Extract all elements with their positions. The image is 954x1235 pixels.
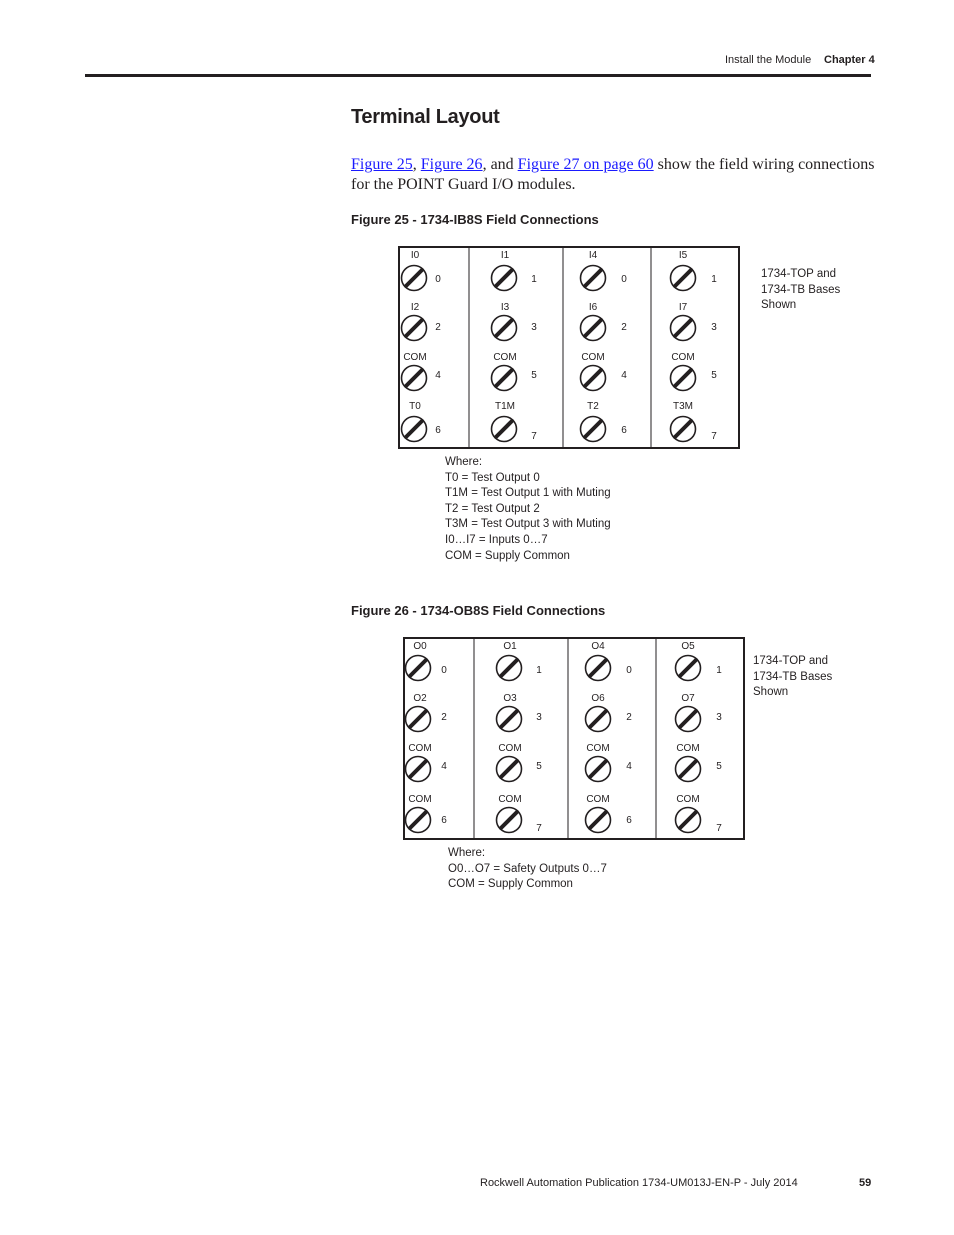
terminal-number: 6 <box>441 815 447 826</box>
terminal-number: 4 <box>621 370 627 381</box>
figure-27-link[interactable]: Figure 27 on page 60 <box>517 156 654 173</box>
terminal-label: O1 <box>503 641 517 652</box>
terminal-number: 0 <box>626 665 632 676</box>
running-header-chapter: Chapter 4 <box>824 54 875 66</box>
terminal-label: I6 <box>588 302 598 313</box>
terminal-label: COM <box>581 352 605 363</box>
terminal-label: O7 <box>681 693 695 704</box>
terminal-number: 2 <box>441 712 447 723</box>
figure-26-legend: Where: O0…O7 = Safety Outputs 0…7 COM = Supply Common <box>448 847 607 891</box>
figure-25-terminal-block <box>399 247 739 448</box>
terminal-number: 7 <box>711 431 717 442</box>
figure-25-link[interactable]: Figure 25 <box>351 156 413 173</box>
terminal-label: I3 <box>500 302 510 313</box>
terminal-number: 3 <box>711 322 717 333</box>
terminal-label: I7 <box>678 302 688 313</box>
terminal-label: COM <box>676 743 700 754</box>
terminal-number: 5 <box>711 370 717 381</box>
terminal-number: 4 <box>435 370 441 381</box>
terminal-label: COM <box>586 743 610 754</box>
terminal-number: 3 <box>536 712 542 723</box>
terminal-number: 2 <box>626 712 632 723</box>
terminal-label: O3 <box>503 693 517 704</box>
terminal-number: 2 <box>435 322 441 333</box>
intro-paragraph: Figure 25, Figure 26, and Figure 27 on page 60 show the field wiring connections for the POINT Guard I/O modules. <box>351 156 875 193</box>
figure-26-terminal-diagram <box>403 637 745 840</box>
terminal-number: 4 <box>441 761 447 772</box>
terminal-number: 0 <box>441 665 447 676</box>
terminal-label: O4 <box>591 641 605 652</box>
terminal-label: I0 <box>410 250 420 261</box>
footer-page-number: 59 <box>859 1177 872 1189</box>
terminal-number: 0 <box>435 274 441 285</box>
figure-26-side-note: 1734-TOP and 1734-TB Bases Shown <box>753 655 833 699</box>
terminal-number: 7 <box>531 431 537 442</box>
figure-25-caption: Figure 25 - 1734-IB8S Field Connections <box>351 212 599 227</box>
terminal-number: 1 <box>711 274 717 285</box>
terminal-number: 7 <box>536 823 542 834</box>
terminal-label: T0 <box>409 401 421 412</box>
terminal-number: 6 <box>626 815 632 826</box>
terminal-label: I2 <box>410 302 420 313</box>
terminal-label: T3M <box>673 401 693 412</box>
terminal-number: 2 <box>621 322 627 333</box>
terminal-label: I5 <box>678 250 688 261</box>
terminal-number: 3 <box>716 712 722 723</box>
terminal-number: 5 <box>716 761 722 772</box>
terminal-label: I4 <box>588 250 598 261</box>
figure-25-terminal-diagram <box>398 246 740 449</box>
terminal-number: 6 <box>621 425 627 436</box>
terminal-number: 4 <box>626 761 632 772</box>
terminal-label: COM <box>403 352 427 363</box>
figure-26-terminal-block <box>404 638 744 839</box>
figure-26-link[interactable]: Figure 26 <box>420 156 483 173</box>
terminal-label: O0 <box>413 641 427 652</box>
running-header-section: Install the Module <box>725 54 812 66</box>
terminal-label: COM <box>671 352 695 363</box>
section-title: Terminal Layout <box>351 106 500 128</box>
terminal-label: COM <box>498 794 522 805</box>
figure-25-legend: Where: T0 = Test Output 0 T1M = Test Output 1 with Muting T2 = Test Output 2 T3M = Test Output 3 with Muting I0…I7 = Inputs 0…7 COM = Supply Common <box>445 456 611 562</box>
terminal-label: O5 <box>681 641 695 652</box>
terminal-number: 1 <box>536 665 542 676</box>
terminal-number: 7 <box>716 823 722 834</box>
terminal-label: COM <box>676 794 700 805</box>
terminal-number: 5 <box>531 370 537 381</box>
figure-26-caption: Figure 26 - 1734-OB8S Field Connections <box>351 603 606 618</box>
footer-publication: Rockwell Automation Publication 1734-UM013J-EN-P - July 2014 <box>480 1177 798 1189</box>
terminal-label: COM <box>498 743 522 754</box>
figure-25-side-note: 1734-TOP and 1734-TB Bases Shown <box>761 268 841 312</box>
terminal-number: 3 <box>531 322 537 333</box>
terminal-label: T1M <box>495 401 515 412</box>
header-rule <box>85 74 871 77</box>
terminal-label: COM <box>493 352 517 363</box>
terminal-number: 1 <box>531 274 537 285</box>
terminal-number: 6 <box>435 425 441 436</box>
terminal-number: 1 <box>716 665 722 676</box>
terminal-label: T2 <box>587 401 599 412</box>
terminal-label: I1 <box>500 250 510 261</box>
terminal-label: O6 <box>591 693 605 704</box>
terminal-label: O2 <box>413 693 427 704</box>
terminal-label: COM <box>586 794 610 805</box>
terminal-label: COM <box>408 794 432 805</box>
terminal-label: COM <box>408 743 432 754</box>
terminal-number: 5 <box>536 761 542 772</box>
terminal-number: 0 <box>621 274 627 285</box>
